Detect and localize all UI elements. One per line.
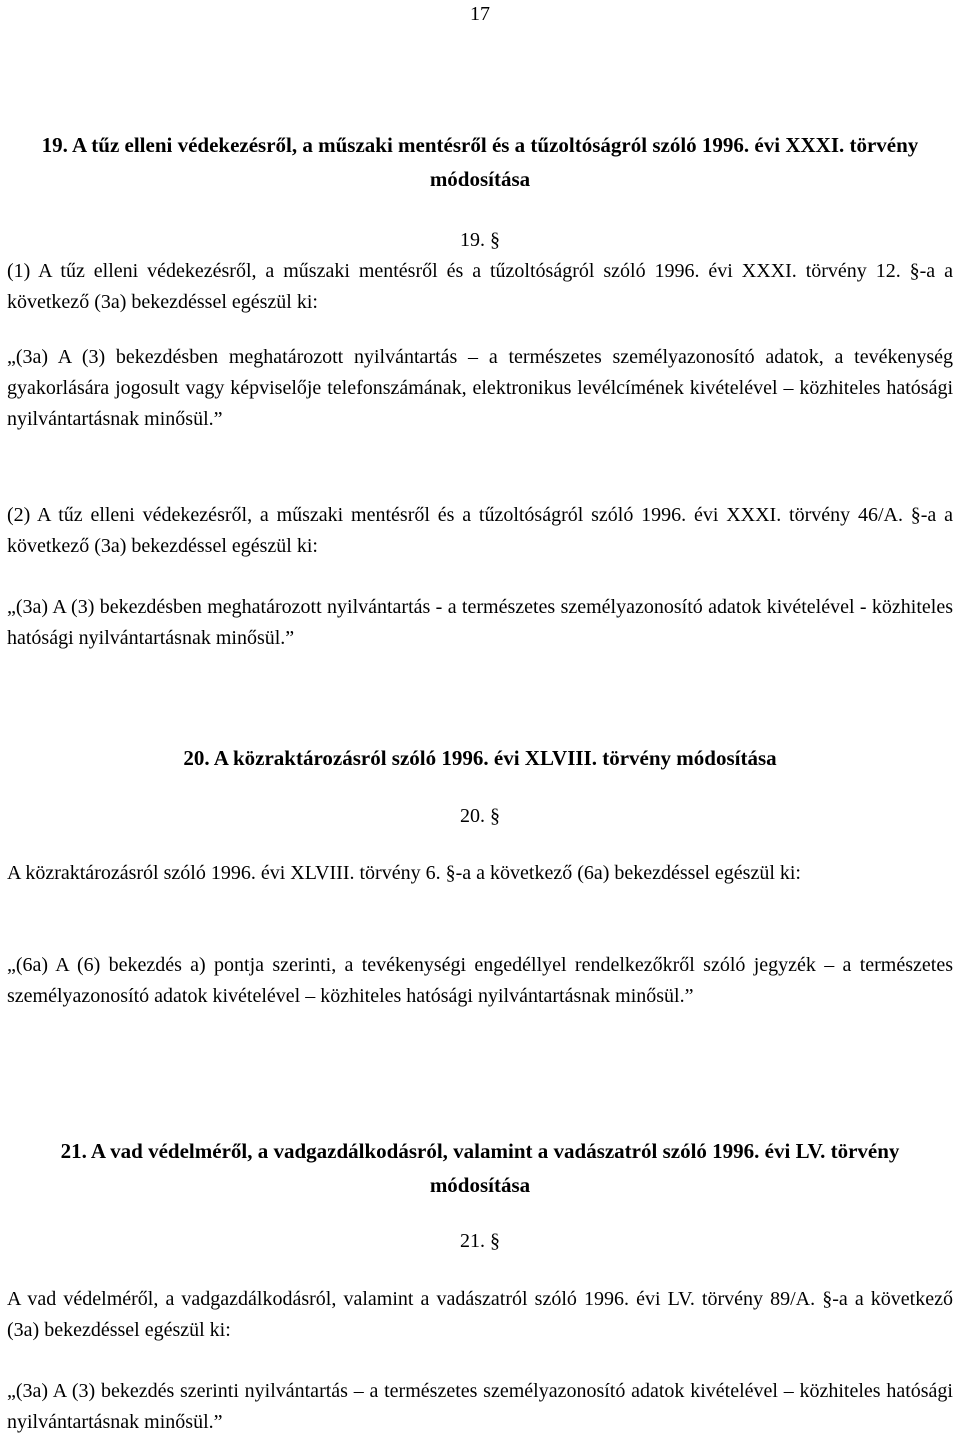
paragraph: „(3a) A (3) bekezdésben meghatározott nyilvántartás - a természetes személyazonosító adatok kivételével - közhiteles hatósági nyilvántartásnak minősül.”	[7, 596, 953, 649]
paragraph: A közraktározásról szóló 1996. évi XLVIII. törvény 6. §-a a következő (6a) bekezdéssel egészül ki:	[7, 862, 801, 884]
section-heading: 19. A tűz elleni védekezésről, a műszaki mentésről és a tűzoltóságról szóló 1996. évi XXXI. törvény módosítása	[41, 133, 919, 191]
paragraph: (1) A tűz elleni védekezésről, a műszaki mentésről és a tűzoltóságról szóló 1996. évi XXXI. törvény 12. §-a a következő (3a) bekezdéssel egészül ki:	[7, 260, 953, 313]
section-mark: 19. §	[460, 229, 500, 251]
paragraph: „(3a) A (3) bekezdés szerinti nyilvántartás – a természetes személyazonosító adatok kivételével – közhiteles hatósági nyilvántartásnak minősül.”	[7, 1380, 953, 1433]
page-number: 17	[470, 3, 490, 25]
section-mark: 20. §	[460, 805, 500, 827]
section-heading: 21. A vad védelméről, a vadgazdálkodásról, valamint a vadászatról szóló 1996. évi LV. törvény módosítása	[60, 1139, 900, 1197]
paragraph: (2) A tűz elleni védekezésről, a műszaki mentésről és a tűzoltóságról szóló 1996. évi XXXI. törvény 46/A. §-a a következő (3a) bekezdéssel egészül ki:	[7, 504, 953, 557]
paragraph: A vad védelméről, a vadgazdálkodásról, valamint a vadászatról szóló 1996. évi LV. törvény 89/A. §-a a következő (3a) bekezdéssel egészül ki:	[7, 1288, 953, 1341]
paragraph: „(6a) A (6) bekezdés a) pontja szerinti, a tevékenységi engedéllyel rendelkezőkről szóló jegyzék – a természetes személyazonosító adatok kivételével – közhiteles hatósági nyilvántartásnak minősül.”	[7, 954, 953, 1007]
section-mark: 21. §	[460, 1230, 500, 1252]
section-heading: 20. A közraktározásról szóló 1996. évi XLVIII. törvény módosítása	[183, 746, 777, 770]
paragraph: „(3a) A (3) bekezdésben meghatározott nyilvántartás – a természetes személyazonosító adatok, a tevékenység gyakorlására jogosult vagy képviselője telefonszámának, elektronikus levélcímének kivételével – közhiteles hatósági nyilvántartásnak minősül.”	[7, 346, 953, 430]
